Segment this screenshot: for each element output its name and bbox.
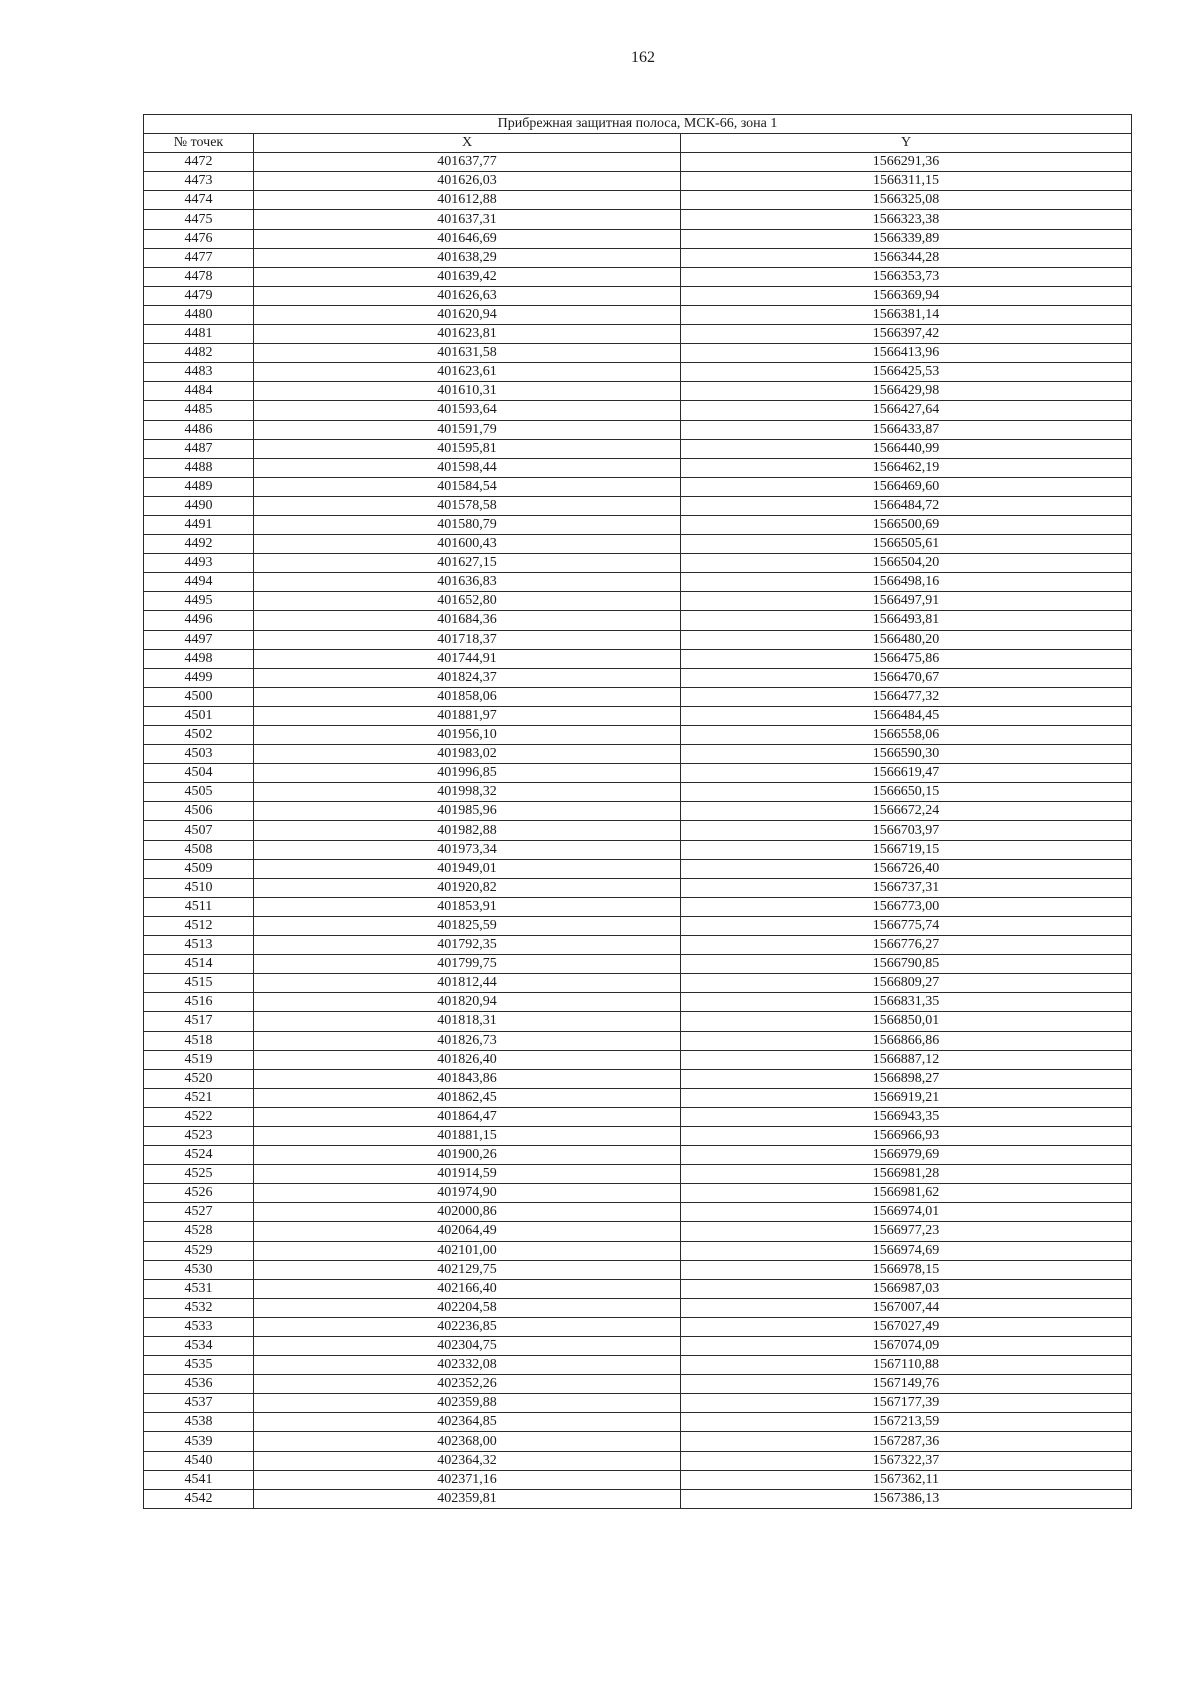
point-number-cell: 4503 — [144, 745, 254, 764]
y-cell: 1566433,87 — [681, 420, 1132, 439]
x-cell: 402166,40 — [254, 1279, 681, 1298]
y-cell: 1566619,47 — [681, 764, 1132, 783]
point-number-cell: 4473 — [144, 172, 254, 191]
x-cell: 401983,02 — [254, 745, 681, 764]
point-number-cell: 4539 — [144, 1432, 254, 1451]
table-row — [144, 592, 1132, 611]
table-row — [144, 706, 1132, 725]
y-cell: 1566850,01 — [681, 1012, 1132, 1031]
y-cell: 1566477,32 — [681, 687, 1132, 706]
coordinates-table — [143, 114, 1132, 1509]
table-row — [144, 878, 1132, 897]
x-cell: 401637,31 — [254, 210, 681, 229]
point-number-cell: 4520 — [144, 1069, 254, 1088]
point-number-cell: 4500 — [144, 687, 254, 706]
table-row — [144, 1146, 1132, 1165]
point-number-cell: 4533 — [144, 1317, 254, 1336]
y-cell: 1566790,85 — [681, 955, 1132, 974]
point-number-cell: 4506 — [144, 802, 254, 821]
x-cell: 401853,91 — [254, 897, 681, 916]
x-cell: 401900,26 — [254, 1146, 681, 1165]
point-number-cell: 4491 — [144, 515, 254, 534]
y-cell: 1566703,97 — [681, 821, 1132, 840]
y-cell: 1567027,49 — [681, 1317, 1132, 1336]
x-cell: 401591,79 — [254, 420, 681, 439]
point-number-cell: 4479 — [144, 286, 254, 305]
y-cell: 1566737,31 — [681, 878, 1132, 897]
table-row — [144, 726, 1132, 745]
y-cell: 1567074,09 — [681, 1337, 1132, 1356]
point-number-cell: 4530 — [144, 1260, 254, 1279]
point-number-cell: 4507 — [144, 821, 254, 840]
point-number-cell: 4480 — [144, 305, 254, 324]
table-row — [144, 1413, 1132, 1432]
table-row — [144, 1451, 1132, 1470]
point-number-cell: 4508 — [144, 840, 254, 859]
y-cell: 1567287,36 — [681, 1432, 1132, 1451]
x-cell: 402064,49 — [254, 1222, 681, 1241]
point-number-cell: 4504 — [144, 764, 254, 783]
point-number-cell: 4538 — [144, 1413, 254, 1432]
y-cell: 1566505,61 — [681, 535, 1132, 554]
y-cell: 1566943,35 — [681, 1107, 1132, 1126]
table-row — [144, 840, 1132, 859]
point-number-cell: 4476 — [144, 229, 254, 248]
y-cell: 1566440,99 — [681, 439, 1132, 458]
y-cell: 1566484,72 — [681, 496, 1132, 515]
table-row — [144, 153, 1132, 172]
x-cell: 401626,63 — [254, 286, 681, 305]
y-cell: 1566381,14 — [681, 305, 1132, 324]
point-number-cell: 4523 — [144, 1126, 254, 1145]
point-number-cell: 4489 — [144, 477, 254, 496]
point-number-cell: 4525 — [144, 1165, 254, 1184]
x-cell: 402368,00 — [254, 1432, 681, 1451]
point-number-cell: 4486 — [144, 420, 254, 439]
x-cell: 401718,37 — [254, 630, 681, 649]
x-cell: 401580,79 — [254, 515, 681, 534]
x-cell: 401646,69 — [254, 229, 681, 248]
y-cell: 1566719,15 — [681, 840, 1132, 859]
x-cell: 401792,35 — [254, 936, 681, 955]
table-row — [144, 916, 1132, 935]
point-number-cell: 4478 — [144, 267, 254, 286]
x-cell: 402359,88 — [254, 1394, 681, 1413]
x-cell: 401623,61 — [254, 363, 681, 382]
table-row — [144, 1069, 1132, 1088]
x-cell: 401956,10 — [254, 726, 681, 745]
x-cell: 401998,32 — [254, 783, 681, 802]
table-row — [144, 649, 1132, 668]
table-row — [144, 1394, 1132, 1413]
point-number-cell: 4487 — [144, 439, 254, 458]
x-cell: 401974,90 — [254, 1184, 681, 1203]
x-cell: 401920,82 — [254, 878, 681, 897]
point-number-cell: 4516 — [144, 993, 254, 1012]
point-number-cell: 4484 — [144, 382, 254, 401]
y-cell: 1567386,13 — [681, 1489, 1132, 1508]
x-cell: 402000,86 — [254, 1203, 681, 1222]
x-cell: 401799,75 — [254, 955, 681, 974]
x-cell: 401826,73 — [254, 1031, 681, 1050]
y-cell: 1566977,23 — [681, 1222, 1132, 1241]
x-cell: 402236,85 — [254, 1317, 681, 1336]
y-cell: 1566353,73 — [681, 267, 1132, 286]
x-cell: 401914,59 — [254, 1165, 681, 1184]
point-number-cell: 4535 — [144, 1356, 254, 1375]
y-cell: 1567322,37 — [681, 1451, 1132, 1470]
table-row — [144, 1279, 1132, 1298]
y-cell: 1566475,86 — [681, 649, 1132, 668]
y-cell: 1566919,21 — [681, 1088, 1132, 1107]
header-point-number: № точек — [144, 134, 254, 153]
table-row — [144, 1470, 1132, 1489]
point-number-cell: 4505 — [144, 783, 254, 802]
table-row — [144, 821, 1132, 840]
point-number-cell: 4532 — [144, 1298, 254, 1317]
table-title: Прибрежная защитная полоса, МСК-66, зона 1 — [144, 115, 1132, 134]
point-number-cell: 4498 — [144, 649, 254, 668]
point-number-cell: 4541 — [144, 1470, 254, 1489]
x-cell: 401637,77 — [254, 153, 681, 172]
point-number-cell: 4501 — [144, 706, 254, 725]
point-number-cell: 4518 — [144, 1031, 254, 1050]
point-number-cell: 4534 — [144, 1337, 254, 1356]
point-number-cell: 4502 — [144, 726, 254, 745]
x-cell: 401584,54 — [254, 477, 681, 496]
table-row — [144, 458, 1132, 477]
table-row — [144, 248, 1132, 267]
x-cell: 401862,45 — [254, 1088, 681, 1107]
point-number-cell: 4483 — [144, 363, 254, 382]
x-cell: 401638,29 — [254, 248, 681, 267]
table-row — [144, 439, 1132, 458]
table-row — [144, 687, 1132, 706]
x-cell: 401595,81 — [254, 439, 681, 458]
point-number-cell: 4514 — [144, 955, 254, 974]
point-number-cell: 4515 — [144, 974, 254, 993]
y-cell: 1566462,19 — [681, 458, 1132, 477]
y-cell: 1566558,06 — [681, 726, 1132, 745]
x-cell: 401812,44 — [254, 974, 681, 993]
x-cell: 401631,58 — [254, 344, 681, 363]
table-row — [144, 955, 1132, 974]
point-number-cell: 4490 — [144, 496, 254, 515]
point-number-cell: 4499 — [144, 668, 254, 687]
x-cell: 401744,91 — [254, 649, 681, 668]
y-cell: 1566504,20 — [681, 554, 1132, 573]
x-cell: 402352,26 — [254, 1375, 681, 1394]
table-row — [144, 1260, 1132, 1279]
y-cell: 1566498,16 — [681, 573, 1132, 592]
y-cell: 1566887,12 — [681, 1050, 1132, 1069]
x-cell: 402204,58 — [254, 1298, 681, 1317]
y-cell: 1566500,69 — [681, 515, 1132, 534]
x-cell: 401826,40 — [254, 1050, 681, 1069]
table-row — [144, 974, 1132, 993]
table-row — [144, 1375, 1132, 1394]
x-cell: 401652,80 — [254, 592, 681, 611]
table-row — [144, 1031, 1132, 1050]
x-cell: 401593,64 — [254, 401, 681, 420]
table-row — [144, 1222, 1132, 1241]
table-title-row — [144, 115, 1132, 134]
table-row — [144, 1012, 1132, 1031]
y-cell: 1566344,28 — [681, 248, 1132, 267]
table-row — [144, 496, 1132, 515]
x-cell: 401824,37 — [254, 668, 681, 687]
x-cell: 401636,83 — [254, 573, 681, 592]
table-row — [144, 191, 1132, 210]
point-number-cell: 4477 — [144, 248, 254, 267]
table-row — [144, 554, 1132, 573]
x-cell: 401949,01 — [254, 859, 681, 878]
table-row — [144, 1432, 1132, 1451]
y-cell: 1566427,64 — [681, 401, 1132, 420]
table-row — [144, 535, 1132, 554]
y-cell: 1566775,74 — [681, 916, 1132, 935]
y-cell: 1566974,01 — [681, 1203, 1132, 1222]
y-cell: 1566425,53 — [681, 363, 1132, 382]
y-cell: 1567362,11 — [681, 1470, 1132, 1489]
y-cell: 1566978,15 — [681, 1260, 1132, 1279]
x-cell: 402364,32 — [254, 1451, 681, 1470]
point-number-cell: 4481 — [144, 325, 254, 344]
x-cell: 401982,88 — [254, 821, 681, 840]
y-cell: 1566974,69 — [681, 1241, 1132, 1260]
point-number-cell: 4510 — [144, 878, 254, 897]
y-cell: 1567213,59 — [681, 1413, 1132, 1432]
x-cell: 401684,36 — [254, 611, 681, 630]
x-cell: 401600,43 — [254, 535, 681, 554]
table-row — [144, 764, 1132, 783]
x-cell: 401578,58 — [254, 496, 681, 515]
x-cell: 401639,42 — [254, 267, 681, 286]
point-number-cell: 4497 — [144, 630, 254, 649]
point-number-cell: 4526 — [144, 1184, 254, 1203]
x-cell: 401623,81 — [254, 325, 681, 344]
point-number-cell: 4513 — [144, 936, 254, 955]
table-row — [144, 611, 1132, 630]
table-row — [144, 1489, 1132, 1508]
y-cell: 1566981,62 — [681, 1184, 1132, 1203]
point-number-cell: 4512 — [144, 916, 254, 935]
x-cell: 401843,86 — [254, 1069, 681, 1088]
table-row — [144, 630, 1132, 649]
table-row — [144, 210, 1132, 229]
x-cell: 401820,94 — [254, 993, 681, 1012]
y-cell: 1566898,27 — [681, 1069, 1132, 1088]
point-number-cell: 4475 — [144, 210, 254, 229]
point-number-cell: 4509 — [144, 859, 254, 878]
y-cell: 1566987,03 — [681, 1279, 1132, 1298]
x-cell: 401612,88 — [254, 191, 681, 210]
y-cell: 1566291,36 — [681, 153, 1132, 172]
x-cell: 401881,97 — [254, 706, 681, 725]
x-cell: 401610,31 — [254, 382, 681, 401]
y-cell: 1566726,40 — [681, 859, 1132, 878]
y-cell: 1566966,93 — [681, 1126, 1132, 1145]
x-cell: 401626,03 — [254, 172, 681, 191]
point-number-cell: 4511 — [144, 897, 254, 916]
x-cell: 402359,81 — [254, 1489, 681, 1508]
point-number-cell: 4528 — [144, 1222, 254, 1241]
table-row — [144, 1184, 1132, 1203]
y-cell: 1566369,94 — [681, 286, 1132, 305]
y-cell: 1566323,38 — [681, 210, 1132, 229]
table-header-row — [144, 134, 1132, 153]
table-row — [144, 344, 1132, 363]
table-row — [144, 420, 1132, 439]
y-cell: 1566413,96 — [681, 344, 1132, 363]
table-row — [144, 1126, 1132, 1145]
x-cell: 401985,96 — [254, 802, 681, 821]
y-cell: 1566311,15 — [681, 172, 1132, 191]
y-cell: 1566469,60 — [681, 477, 1132, 496]
table-row — [144, 401, 1132, 420]
header-x: X — [254, 134, 681, 153]
point-number-cell: 4531 — [144, 1279, 254, 1298]
x-cell: 401858,06 — [254, 687, 681, 706]
y-cell: 1566773,00 — [681, 897, 1132, 916]
table-row — [144, 1050, 1132, 1069]
y-cell: 1566981,28 — [681, 1165, 1132, 1184]
point-number-cell: 4496 — [144, 611, 254, 630]
y-cell: 1566866,86 — [681, 1031, 1132, 1050]
table-row — [144, 993, 1132, 1012]
page-number: 162 — [631, 49, 655, 66]
x-cell: 402129,75 — [254, 1260, 681, 1279]
y-cell: 1566979,69 — [681, 1146, 1132, 1165]
table-row — [144, 802, 1132, 821]
table-row — [144, 305, 1132, 324]
y-cell: 1566339,89 — [681, 229, 1132, 248]
table-row — [144, 897, 1132, 916]
x-cell: 401996,85 — [254, 764, 681, 783]
point-number-cell: 4493 — [144, 554, 254, 573]
point-number-cell: 4522 — [144, 1107, 254, 1126]
table-row — [144, 1241, 1132, 1260]
y-cell: 1566484,45 — [681, 706, 1132, 725]
point-number-cell: 4494 — [144, 573, 254, 592]
y-cell: 1566493,81 — [681, 611, 1132, 630]
y-cell: 1567149,76 — [681, 1375, 1132, 1394]
table-row — [144, 229, 1132, 248]
point-number-cell: 4542 — [144, 1489, 254, 1508]
table-row — [144, 1203, 1132, 1222]
point-number-cell: 4540 — [144, 1451, 254, 1470]
y-cell: 1567110,88 — [681, 1356, 1132, 1375]
point-number-cell: 4536 — [144, 1375, 254, 1394]
x-cell: 401627,15 — [254, 554, 681, 573]
y-cell: 1566650,15 — [681, 783, 1132, 802]
table-row — [144, 1317, 1132, 1336]
point-number-cell: 4524 — [144, 1146, 254, 1165]
y-cell: 1566325,08 — [681, 191, 1132, 210]
table-row — [144, 172, 1132, 191]
y-cell: 1566776,27 — [681, 936, 1132, 955]
y-cell: 1567177,39 — [681, 1394, 1132, 1413]
x-cell: 402332,08 — [254, 1356, 681, 1375]
table-row — [144, 573, 1132, 592]
table-row — [144, 286, 1132, 305]
table-row — [144, 1356, 1132, 1375]
y-cell: 1567007,44 — [681, 1298, 1132, 1317]
point-number-cell: 4527 — [144, 1203, 254, 1222]
table-row — [144, 267, 1132, 286]
point-number-cell: 4474 — [144, 191, 254, 210]
y-cell: 1566831,35 — [681, 993, 1132, 1012]
y-cell: 1566397,42 — [681, 325, 1132, 344]
y-cell: 1566590,30 — [681, 745, 1132, 764]
x-cell: 401620,94 — [254, 305, 681, 324]
x-cell: 402101,00 — [254, 1241, 681, 1260]
x-cell: 401825,59 — [254, 916, 681, 935]
x-cell: 402364,85 — [254, 1413, 681, 1432]
table-row — [144, 1337, 1132, 1356]
table-row — [144, 1107, 1132, 1126]
x-cell: 401598,44 — [254, 458, 681, 477]
table-row — [144, 1298, 1132, 1317]
table-row — [144, 382, 1132, 401]
point-number-cell: 4488 — [144, 458, 254, 477]
table-row — [144, 668, 1132, 687]
header-y: Y — [681, 134, 1132, 153]
point-number-cell: 4519 — [144, 1050, 254, 1069]
y-cell: 1566809,27 — [681, 974, 1132, 993]
point-number-cell: 4529 — [144, 1241, 254, 1260]
point-number-cell: 4482 — [144, 344, 254, 363]
x-cell: 401818,31 — [254, 1012, 681, 1031]
table-row — [144, 936, 1132, 955]
y-cell: 1566470,67 — [681, 668, 1132, 687]
x-cell: 401881,15 — [254, 1126, 681, 1145]
point-number-cell: 4521 — [144, 1088, 254, 1107]
x-cell: 402371,16 — [254, 1470, 681, 1489]
table-body — [144, 153, 1132, 1509]
table-row — [144, 1165, 1132, 1184]
table-row — [144, 363, 1132, 382]
table-row — [144, 325, 1132, 344]
x-cell: 401973,34 — [254, 840, 681, 859]
table-row — [144, 477, 1132, 496]
table-row — [144, 745, 1132, 764]
point-number-cell: 4492 — [144, 535, 254, 554]
table-row — [144, 515, 1132, 534]
x-cell: 401864,47 — [254, 1107, 681, 1126]
point-number-cell: 4517 — [144, 1012, 254, 1031]
point-number-cell: 4495 — [144, 592, 254, 611]
table-row — [144, 783, 1132, 802]
point-number-cell: 4485 — [144, 401, 254, 420]
y-cell: 1566429,98 — [681, 382, 1132, 401]
y-cell: 1566480,20 — [681, 630, 1132, 649]
y-cell: 1566497,91 — [681, 592, 1132, 611]
x-cell: 402304,75 — [254, 1337, 681, 1356]
point-number-cell: 4472 — [144, 153, 254, 172]
point-number-cell: 4537 — [144, 1394, 254, 1413]
y-cell: 1566672,24 — [681, 802, 1132, 821]
table-row — [144, 859, 1132, 878]
table-row — [144, 1088, 1132, 1107]
